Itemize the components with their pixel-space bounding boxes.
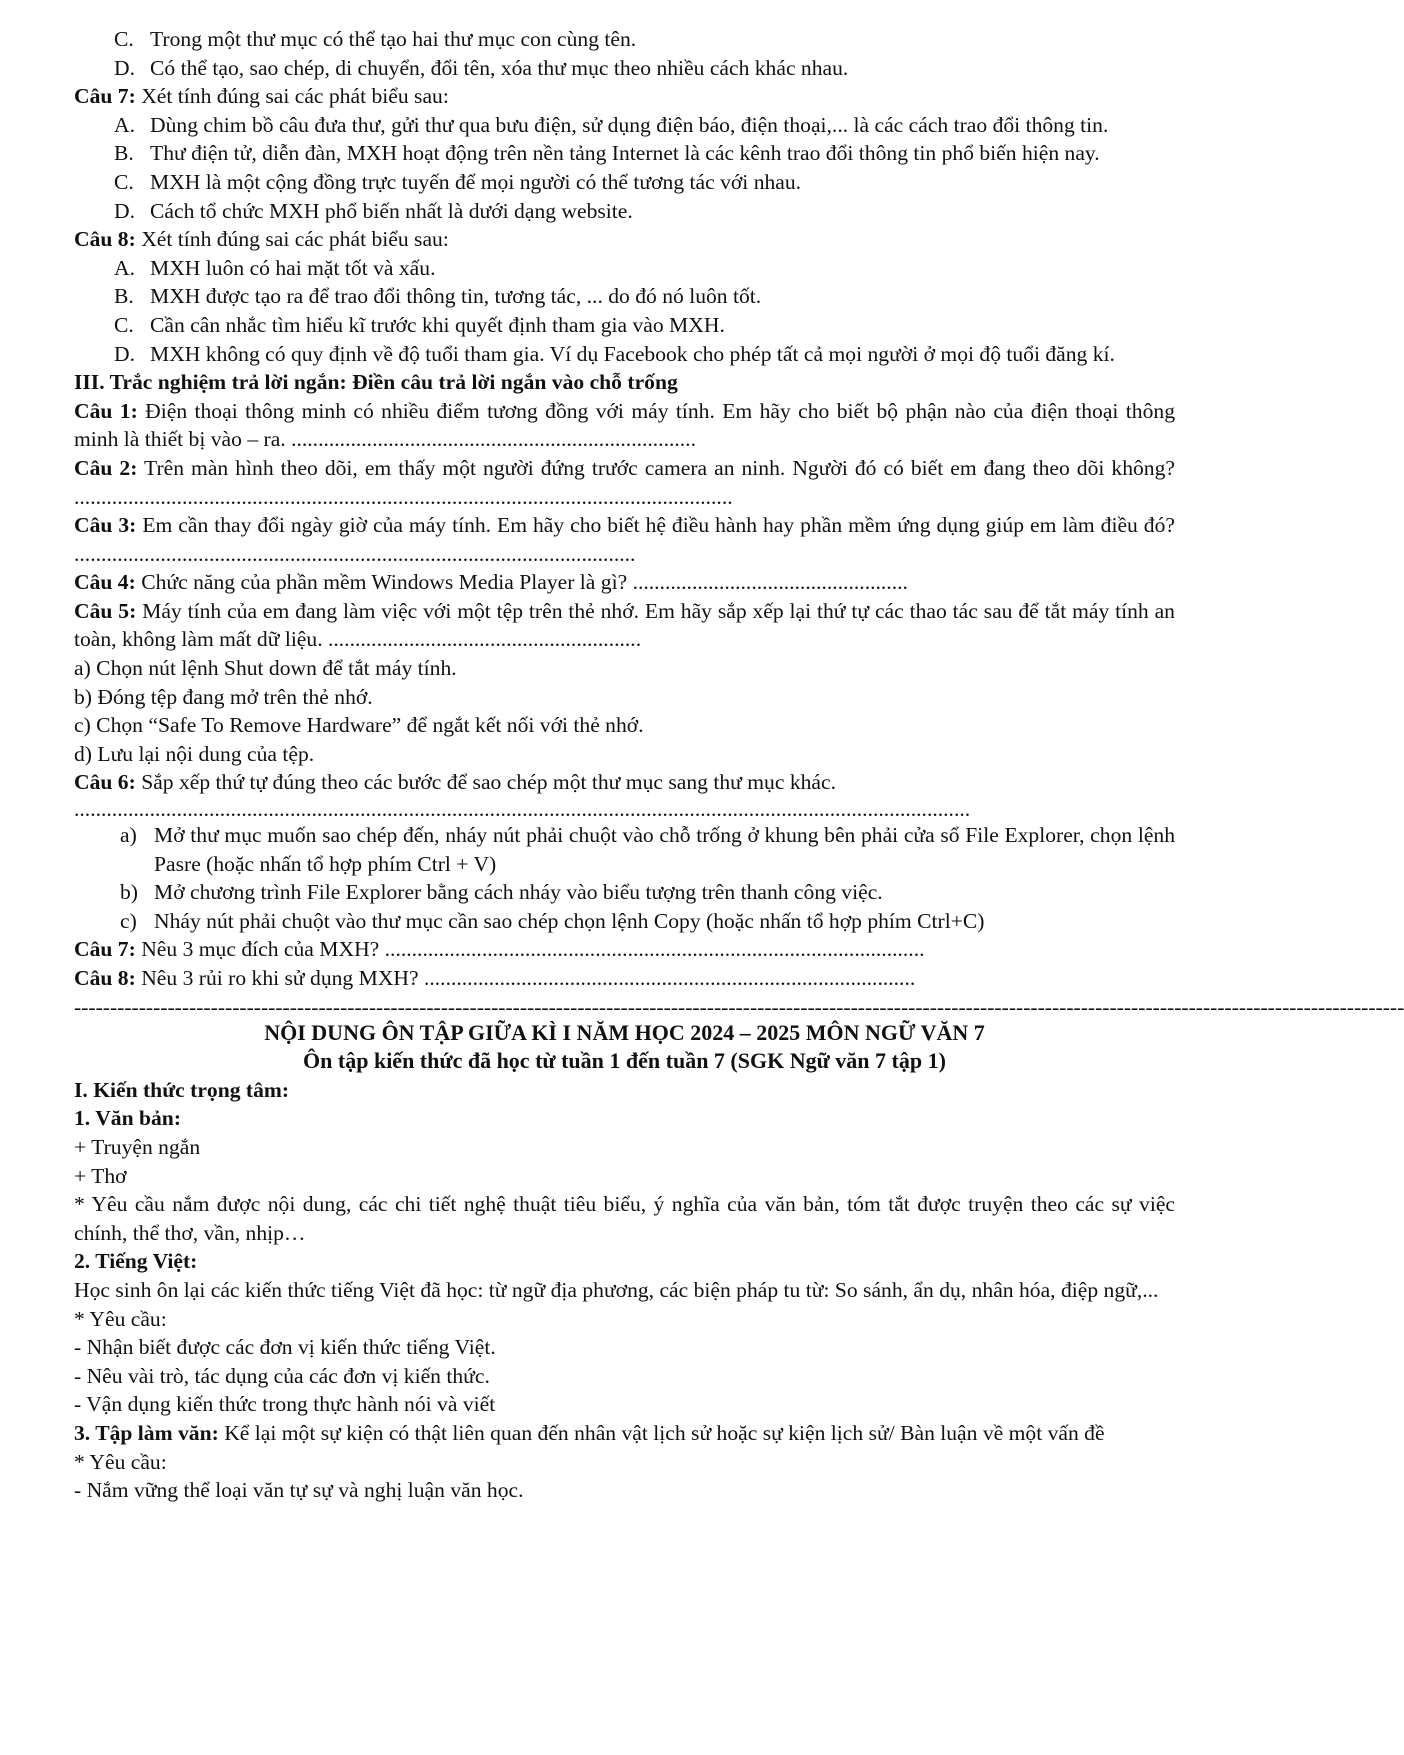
heading-texts: 1. Văn bản: (74, 1106, 182, 1131)
short-question-3: Câu 3: Em cần thay đổi ngày giờ của máy tính. Em hãy cho biết hệ điều hành hay phần mềm ứng dụng giúp em làm điều đó? ........................................................................................................ (74, 513, 1175, 566)
q7-option-b: B. Thư điện tử, diễn đàn, MXH hoạt động trên nền tảng Internet là các kênh trao đổi thông tin phổ biến hiện nay. (114, 141, 1100, 166)
section-separator: ----------------------------------------------------------------------------------------------------------------------------------------------------------------------------------------- (74, 994, 1404, 1019)
q7-option-d: D. Cách tổ chức MXH phổ biến nhất là dưới dạng website. (114, 198, 633, 223)
q5-item-a: a) Chọn nút lệnh Shut down để tắt máy tính. (74, 656, 457, 681)
vietnamese-item-3: - Vận dụng kiến thức trong thực hành nói và viết (74, 1392, 496, 1417)
q6-step-b: b) Mở chương trình File Explorer bằng cách nháy vào biểu tượng trên thanh công việc. (120, 880, 883, 905)
short-question-4: Câu 4: Chức năng của phần mềm Windows Media Player là gì? ................................................... (74, 570, 908, 595)
short-question-2: Câu 2: Trên màn hình theo dõi, em thấy một người đứng trước camera an ninh. Người đó có biết em đang theo dõi không? .......................................................................................................................... (74, 455, 1175, 509)
q7-option-c: C. MXH là một cộng đồng trực tuyến để mọi người có thể tương tác với nhau. (114, 169, 802, 194)
short-question-7: Câu 7: Nêu 3 mục đích của MXH? .................................................................................................... (74, 937, 925, 962)
q8-option-b: B. MXH được tạo ra để trao đổi thông tin, tương tác, ... do đó nó luôn tốt. (114, 284, 762, 309)
requirement-label-2: * Yêu cầu: (74, 1449, 167, 1474)
literature-subtitle: Ôn tập kiến thức đã học từ tuần 1 đến tuần 7 (SGK Ngữ văn 7 tập 1) (303, 1048, 946, 1074)
heading-writing: 3. Tập làm văn: Kể lại một sự kiện có thật liên quan đến nhân vật lịch sử hoặc sự kiện lịch sử/ Bàn luận về một vấn đề (74, 1420, 1105, 1445)
heading-knowledge: I. Kiến thức trọng tâm: (74, 1077, 290, 1102)
answer-blank: ...................................................................................................................................................................... (74, 797, 971, 822)
short-question-8: Câu 8: Nêu 3 rủi ro khi sử dụng MXH? ........................................................................................... (74, 966, 916, 990)
literature-title: NỘI DUNG ÔN TẬP GIỮA KÌ I NĂM HỌC 2024 – 2025 MÔN NGỮ VĂN 7 (264, 1019, 985, 1045)
q6-step-a: a) Mở thư mục muốn sao chép đến, nháy nút phải chuột vào chỗ trống ở khung bên phải cửa sổ File Explorer, chọn lệnh Pasre (hoặc nhấn tổ hợp phím Ctrl + V) (120, 823, 1175, 876)
heading-vietnamese: 2. Tiếng Việt: (74, 1249, 198, 1274)
requirement-texts: * Yêu cầu nắm được nội dung, các chi tiết nghệ thuật tiêu biểu, ý nghĩa của văn bản, tóm tắt được truyện theo các sự việc chính, thể thơ, vần, nhịp… (74, 1192, 1175, 1245)
q6-step-c: c) Nháy nút phải chuột vào thư mục cần sao chép chọn lệnh Copy (hoặc nhấn tổ hợp phím Ctrl+C) (120, 908, 985, 933)
option-d: D. Có thể tạo, sao chép, di chuyển, đổi tên, xóa thư mục theo nhiều cách khác nhau. (114, 55, 849, 80)
requirement-label: * Yêu cầu: (74, 1306, 167, 1331)
q8-option-d: D. MXH không có quy định về độ tuổi tham gia. Ví dụ Facebook cho phép tất cả mọi người ở mọi độ tuổi đăng kí. (114, 341, 1115, 366)
question-8: Câu 8: Xét tính đúng sai các phát biểu sau: (74, 227, 449, 252)
q5-item-b: b) Đóng tệp đang mở trên thẻ nhớ. (74, 684, 373, 709)
q8-option-c: C. Cần cân nhắc tìm hiểu kĩ trước khi quyết định tham gia vào MXH. (114, 312, 725, 337)
vietnamese-item-2: - Nêu vài trò, tác dụng của các đơn vị kiến thức. (74, 1363, 490, 1388)
short-question-1: Câu 1: Điện thoại thông minh có nhiều điểm tương đồng với máy tính. Em hãy cho biết bộ phận nào của điện thoại thông minh là thiết bị vào – ra. ........................................................................... (74, 398, 1175, 452)
short-question-6: Câu 6: Sắp xếp thứ tự đúng theo các bước để sao chép một thư mục sang thư mục khác. (74, 770, 836, 795)
q5-item-c: c) Chọn “Safe To Remove Hardware” để ngắt kết nối với thẻ nhớ. (74, 713, 644, 738)
question-7: Câu 7: Xét tính đúng sai các phát biểu sau: (74, 84, 449, 109)
list-item-poetry: + Thơ (74, 1163, 127, 1188)
q5-item-d: d) Lưu lại nội dung của tệp. (74, 741, 315, 766)
option-c: C. Trong một thư mục có thể tạo hai thư mục con cùng tên. (114, 27, 637, 51)
vietnamese-item-1: - Nhận biết được các đơn vị kiến thức tiếng Việt. (74, 1335, 496, 1360)
writing-item-1: - Nắm vững thể loại văn tự sự và nghị luận văn học. (74, 1478, 524, 1503)
q7-option-a: A. Dùng chim bồ câu đưa thư, gửi thư qua bưu điện, sử dụng điện báo, điện thoại,... là các cách trao đổi thông tin. (114, 112, 1109, 137)
section-3-heading: III. Trắc nghiệm trả lời ngắn: Điền câu trả lời ngắn vào chỗ trống (74, 370, 678, 395)
short-question-5: Câu 5: Máy tính của em đang làm việc với một tệp trên thẻ nhớ. Em hãy sắp xếp lại thứ tự các thao tác sau để tắt máy tính an toàn, không làm mất dữ liệu. .......................................................... (74, 598, 1175, 652)
vietnamese-text: Học sinh ôn lại các kiến thức tiếng Việt đã học: từ ngữ địa phương, các biện pháp tu từ: So sánh, ẩn dụ, nhân hóa, điệp ngữ,... (74, 1277, 1159, 1302)
q8-option-a: A. MXH luôn có hai mặt tốt và xấu. (114, 255, 436, 280)
list-item-short-story: + Truyện ngắn (74, 1134, 201, 1159)
